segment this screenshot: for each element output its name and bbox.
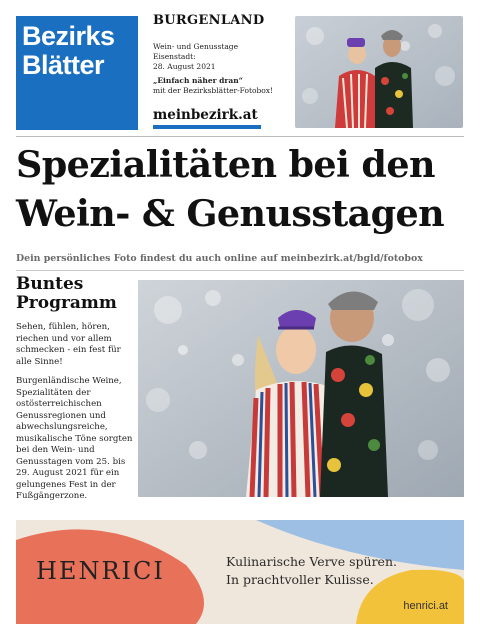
henrici-advertisement[interactable] (16, 520, 464, 624)
ad-tagline (226, 553, 397, 589)
ad-url[interactable]: henrici.at (403, 600, 448, 612)
main-photo-image (138, 280, 464, 497)
website-underline (153, 125, 261, 129)
ad-tagline-line-1: Kulinarische Verve spüren. (226, 554, 397, 569)
column-paragraph-2: Burgenländische Weine, Spezialitäten der ostösterreichischen Genussregionen und abwechslungsreiche, musikalische Töne sorgten bei den Wein- und Genusstagen vom 25. bis 29. August 2021 für ein gelungenes Fest in der Fußgängerzone. (16, 376, 133, 501)
page-headline (16, 140, 468, 238)
column-title (16, 275, 134, 313)
event-location: Eisenstadt: (153, 52, 196, 61)
event-date: 28. August 2021 (153, 62, 216, 71)
event-name: Wein- und Genusstage (153, 42, 239, 51)
bezirksblaetter-logo[interactable] (16, 16, 138, 130)
slogan-sub: mit der Bezirksblätter-Fotobox! (153, 86, 274, 95)
divider-mid (16, 270, 464, 271)
region-label: BURGENLAND (153, 13, 265, 28)
column-title-line-1: Buntes (16, 274, 84, 294)
logo-line-1: Bezirks (22, 21, 115, 51)
column-paragraph-1: Sehen, fühlen, hören, riechen und vor allem schmecken - ein fest für alle Sinne! (16, 322, 121, 367)
ad-tagline-line-2: In prachtvoller Kulisse. (226, 572, 374, 587)
headline-line-1: Spezialitäten bei den (16, 143, 435, 186)
slogan: „Einfach näher dran“ (153, 76, 243, 85)
small-photo (295, 16, 463, 128)
logo-line-2: Blätter (22, 50, 105, 80)
column-title-line-2: Programm (16, 293, 117, 313)
small-photo-image (295, 16, 463, 128)
headline-line-2: Wein- & Genusstagen (16, 192, 445, 235)
subline: Dein persönliches Foto findest du auch online auf meinbezirk.at/bgld/fotobox (16, 253, 423, 264)
divider-top (16, 136, 464, 137)
henrici-logo: HENRICI (36, 557, 165, 585)
main-photo (138, 280, 464, 497)
website-link[interactable]: meinbezirk.at (153, 107, 258, 123)
event-info (153, 42, 273, 96)
